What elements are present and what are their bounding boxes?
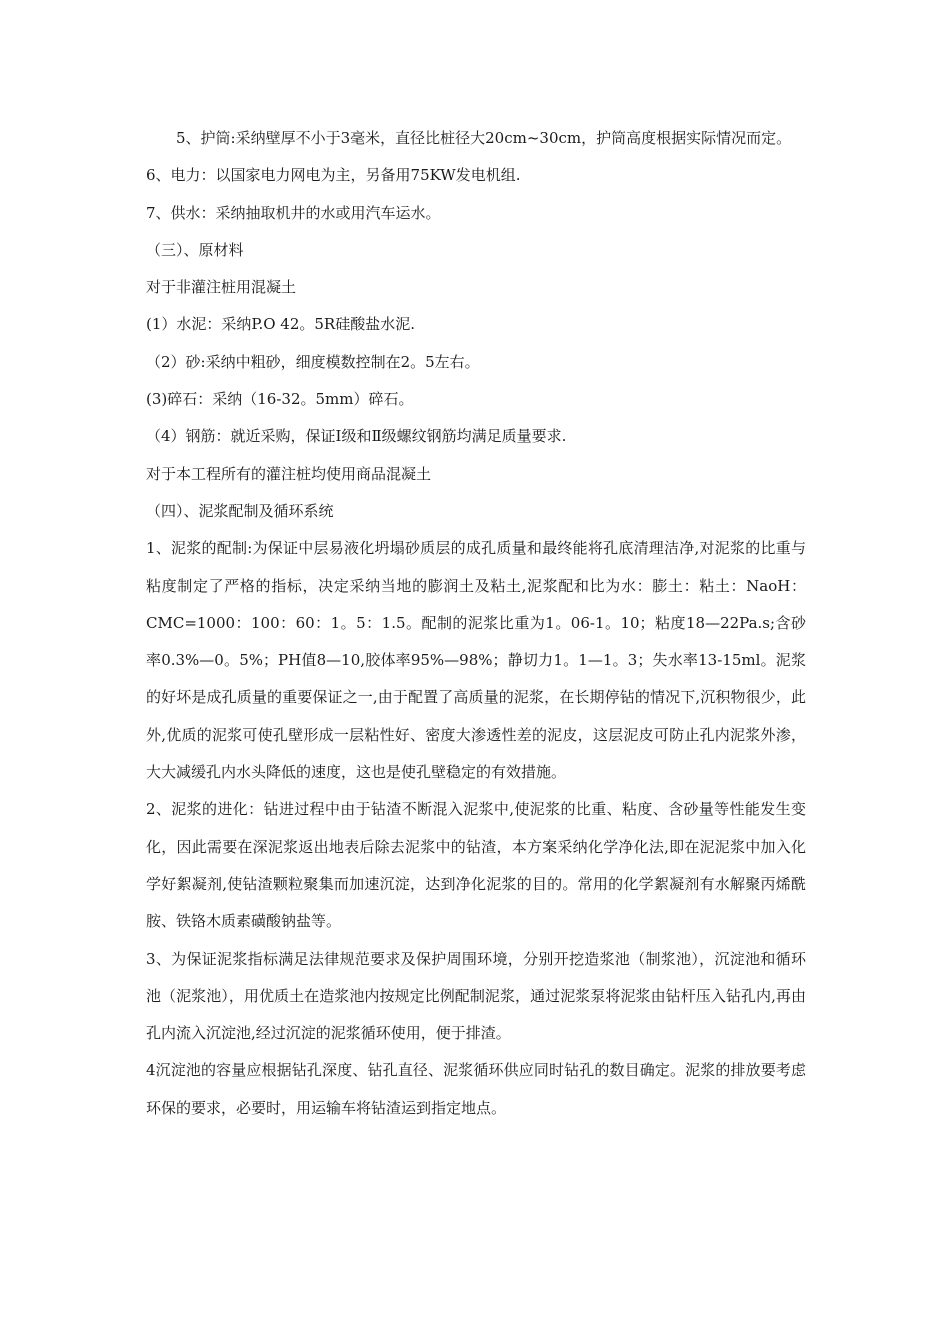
- paragraph-non-cast-pile-concrete: 对于非灌注桩用混凝土: [146, 278, 297, 297]
- list-item-sand: （2）砂:采纳中粗砂，细度模数控制在2。5左右。: [146, 352, 480, 371]
- list-item-gravel: (3)碎石：采纳（16-32。5mm）碎石。: [146, 390, 414, 409]
- paragraph-mud-pools: 3、为保证泥浆指标满足法律规范要求及保护周围环境，分别开挖造浆池（制浆池），沉淀池和循环池（泥浆池），用优质土在造浆池内按规定比例配制泥浆，通过泥浆泵将泥浆由钻杆压入钻孔内,再由孔内流入沉淀池,经过沉淀的泥浆循环使用，便于排渣。: [146, 949, 806, 1043]
- section-heading-raw-materials: （三）、原材料: [146, 240, 244, 259]
- list-item-steel: （4）钢筋：就近采购，保证Ⅰ级和Ⅱ级螺纹钢筋均满足质量要求.: [146, 427, 567, 446]
- paragraph-mud-purification: 2、泥浆的进化：钻进过程中由于钻渣不断混入泥浆中,使泥浆的比重、粘度、含砂量等性能发生变化，因此需要在深泥浆返出地表后除去泥浆中的钻渣，本方案采纳化学净化法,即在泥泥浆中加入化学好絮凝剂,使钻渣颗粒聚集而加速沉淀，达到净化泥浆的目的。常用的化学絮凝剂有水解聚丙烯酰胺、铁铬木质素磺酸钠盐等。: [146, 800, 806, 931]
- list-item-cement: (1）水泥：采纳P.O 42。5R硅酸盐水泥.: [146, 315, 415, 334]
- paragraph-casing: 5、护筒:采纳壁厚不小于3毫米，直径比桩径大20cm~30cm，护筒高度根据实际情况而定。: [176, 129, 792, 147]
- paragraph-commercial-concrete: 对于本工程所有的灌注桩均使用商品混凝土: [146, 464, 432, 483]
- document-body: [146, 120, 806, 1127]
- paragraph-water-supply: 7、供水：采纳抽取机井的水或用汽车运水。: [146, 203, 441, 222]
- paragraph-sedimentation-tank: 4沉淀池的容量应根据钻孔深度、钻孔直径、泥浆循环供应同时钻孔的数目确定。泥浆的排放要考虑环保的要求，必要时，用运输车将钻渣运到指定地点。: [146, 1061, 806, 1117]
- paragraph-mud-preparation: 1、泥浆的配制:为保证中层易液化坍塌砂质层的成孔质量和最终能将孔底清理洁净,对泥浆的比重与粘度制定了严格的指标，决定采纳当地的膨润土及粘土,泥浆配和比为水：膨土：粘土：NaoH：CMC=1000：100：60：1。5：1.5。配制的泥浆比重为1。06-1。10；粘度18—22Pa.s;含砂率0.3%—0。5%；PH值8—10,胶体率95%—98%；静切力1。1—1。3；失水率13-15ml。泥浆的好坏是成孔质量的重要保证之一,由于配置了高质量的泥浆，在长期停钻的情况下,沉积物很少，此外,优质的泥浆可使孔壁形成一层粘性好、密度大渗透性差的泥皮，这层泥皮可防止孔内泥浆外渗，大大减缓孔内水头降低的速度，这也是使孔壁稳定的有效措施。: [146, 539, 806, 782]
- paragraph-power: 6、电力：以国家电力网电为主，另备用75KW发电机组.: [146, 166, 521, 185]
- section-heading-mud-system: （四）、泥浆配制及循环系统: [146, 501, 334, 520]
